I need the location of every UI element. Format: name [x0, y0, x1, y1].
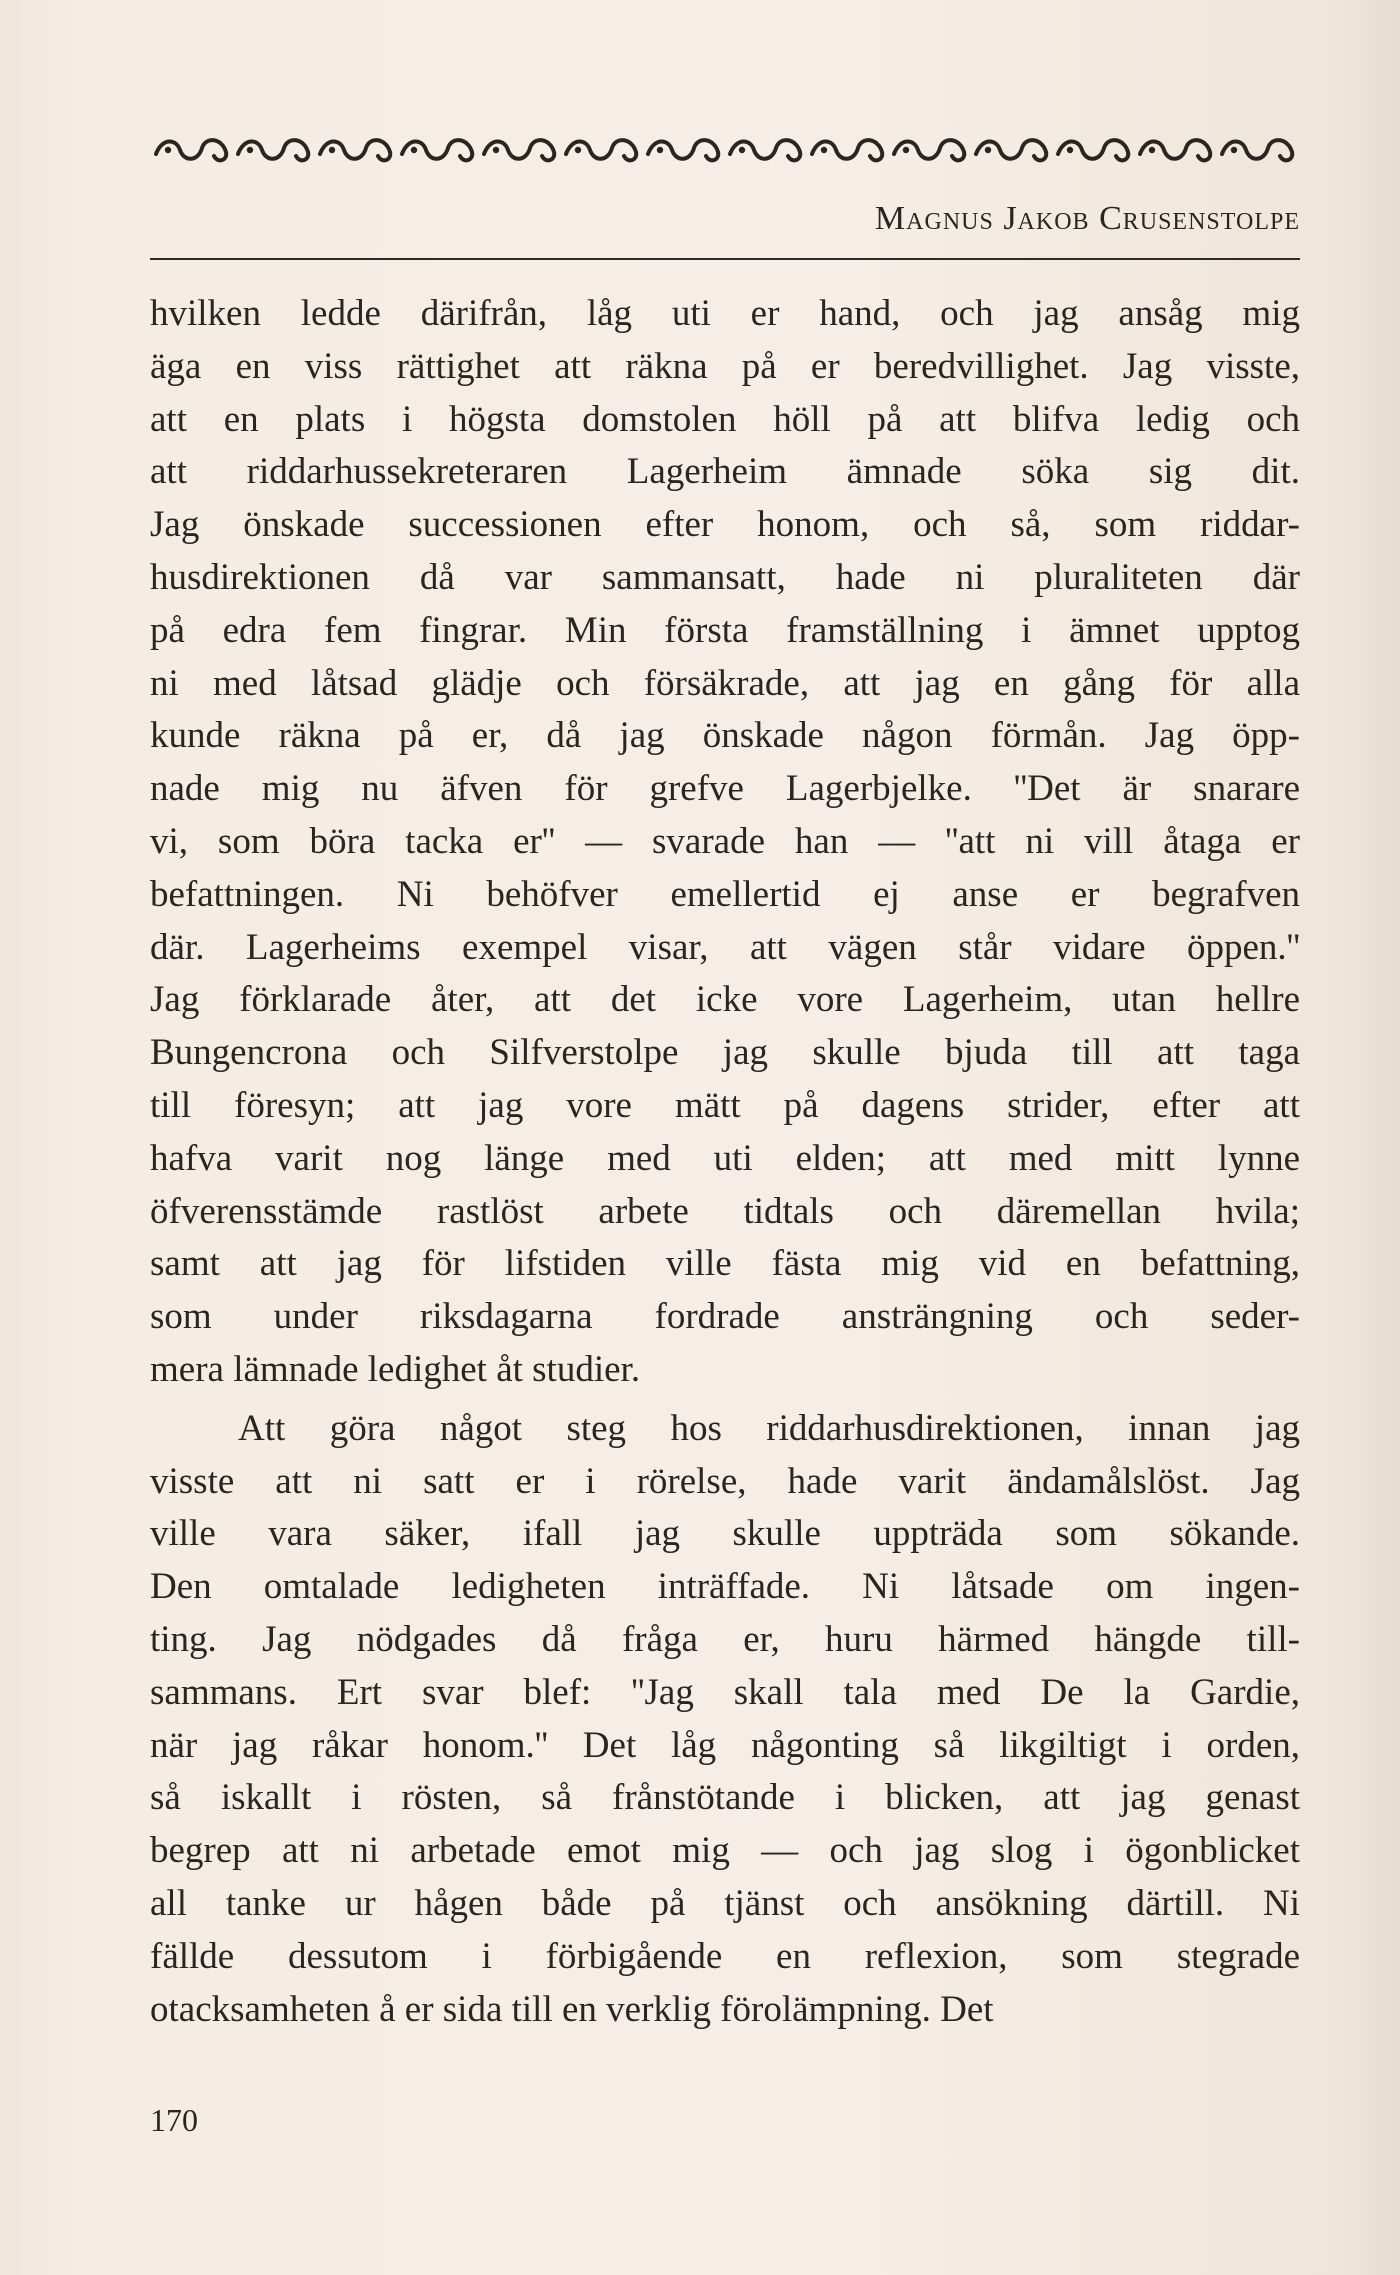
text-line: all tanke ur hågen både på tjänst och ansökning därtill. Ni: [150, 1882, 1300, 1924]
text-line: nade mig nu äfven för grefve Lagerbjelke. ''Det är snarare: [150, 768, 1300, 810]
ornament-dot: [165, 147, 171, 153]
text-line: där. Lagerheims exempel visar, att vägen står vidare öppen.'': [150, 926, 1300, 968]
ornament-dot: [1149, 147, 1155, 153]
ornament-dot: [821, 147, 827, 153]
text-line: ni med låtsad glädje och försäkrade, att jag en gång för alla: [150, 662, 1300, 704]
text-line: att riddarhussekreteraren Lagerheim ämnade söka sig dit.: [150, 451, 1300, 493]
ornament-dot: [575, 147, 581, 153]
text-line: Jag önskade successionen efter honom, och så, som riddar-: [150, 504, 1300, 546]
scroll-wave-ornament-icon: [152, 132, 1300, 170]
text-line: fällde dessutom i förbigående en reflexion, som stegrade: [150, 1935, 1300, 1977]
header-rule: [150, 258, 1300, 260]
text-line: Bungencrona och Silfverstolpe jag skulle bjuda till att taga: [150, 1032, 1300, 1074]
text-line: hafva varit nog länge med uti elden; att med mitt lynne: [150, 1137, 1300, 1179]
text-line: när jag råkar honom.'' Det låg någonting så likgiltigt i orden,: [150, 1724, 1300, 1766]
text-line: kunde räkna på er, då jag önskade någon förmån. Jag öpp-: [150, 715, 1300, 757]
text-line: på edra fem fingrar. Min första framställning i ämnet upptog: [150, 609, 1300, 651]
text-line: sammans. Ert svar blef: ''Jag skall tala med De la Gardie,: [150, 1671, 1300, 1713]
text-line: äga en viss rättighet att räkna på er beredvillighet. Jag visste,: [150, 345, 1300, 387]
ornament-dot: [657, 147, 663, 153]
text-line: till föresyn; att jag vore mätt på dagens strider, efter att: [150, 1084, 1300, 1126]
body-text: [150, 288, 1300, 2036]
running-head-text: Magnus Jakob Crusenstolpe: [874, 200, 1300, 237]
running-head: [150, 200, 1300, 238]
paragraph: [150, 288, 1300, 1397]
text-line: öfverensstämde rastlöst arbete tidtals och däremellan hvila;: [150, 1190, 1300, 1232]
text-line: hvilken ledde därifrån, låg uti er hand, och jag ansåg mig: [150, 293, 1300, 334]
ornament-dot: [985, 147, 991, 153]
text-line: ting. Jag nödgades då fråga er, huru härmed hängde till-: [150, 1618, 1300, 1660]
ornament-dot: [903, 147, 909, 153]
text-line: husdirektionen då var sammansatt, hade ni pluraliteten där: [150, 556, 1300, 598]
text-line: så iskallt i rösten, så frånstötande i blicken, att jag genast: [150, 1777, 1300, 1819]
ornament-dot: [739, 147, 745, 153]
ornament-dot: [247, 147, 253, 153]
text-line: Att göra något steg hos riddarhusdirektionen, innan jag: [238, 1407, 1300, 1449]
text-line: mera lämnade ledighet åt studier.: [150, 1348, 641, 1390]
text-line: Jag förklarade åter, att det icke vore Lagerheim, utan hellre: [150, 979, 1300, 1021]
text-line: begrep att ni arbetade emot mig — och jag slog i ögonblicket: [150, 1830, 1300, 1872]
paragraph: [150, 1403, 1300, 2037]
text-line: otacksamheten å er sida till en verklig förolämpning. Det: [150, 1988, 994, 2030]
page-number: 170: [150, 2102, 198, 2138]
ornament-dot: [1231, 147, 1237, 153]
text-line: att en plats i högsta domstolen höll på att blifva ledig och: [150, 398, 1300, 440]
text-line: samt att jag för lifstiden ville fästa mig vid en befattning,: [150, 1243, 1300, 1285]
text-line: ville vara säker, ifall jag skulle uppträda som sökande.: [150, 1513, 1300, 1555]
text-line: befattningen. Ni behöfver emellertid ej anse er begrafven: [150, 873, 1300, 915]
ornament-dot: [411, 147, 417, 153]
ornament-dot: [1067, 147, 1073, 153]
text-line: som under riksdagarna fordrade ansträngning och seder-: [150, 1296, 1300, 1338]
text-line: visste att ni satt er i rörelse, hade varit ändamålslöst. Jag: [150, 1460, 1300, 1502]
ornament-dot: [493, 147, 499, 153]
text-line: Den omtalade ledigheten inträffade. Ni låtsade om ingen-: [150, 1566, 1300, 1608]
text-line: vi, som böra tacka er'' — svarade han — ''att ni vill åtaga er: [150, 820, 1300, 862]
ornament-dot: [329, 147, 335, 153]
